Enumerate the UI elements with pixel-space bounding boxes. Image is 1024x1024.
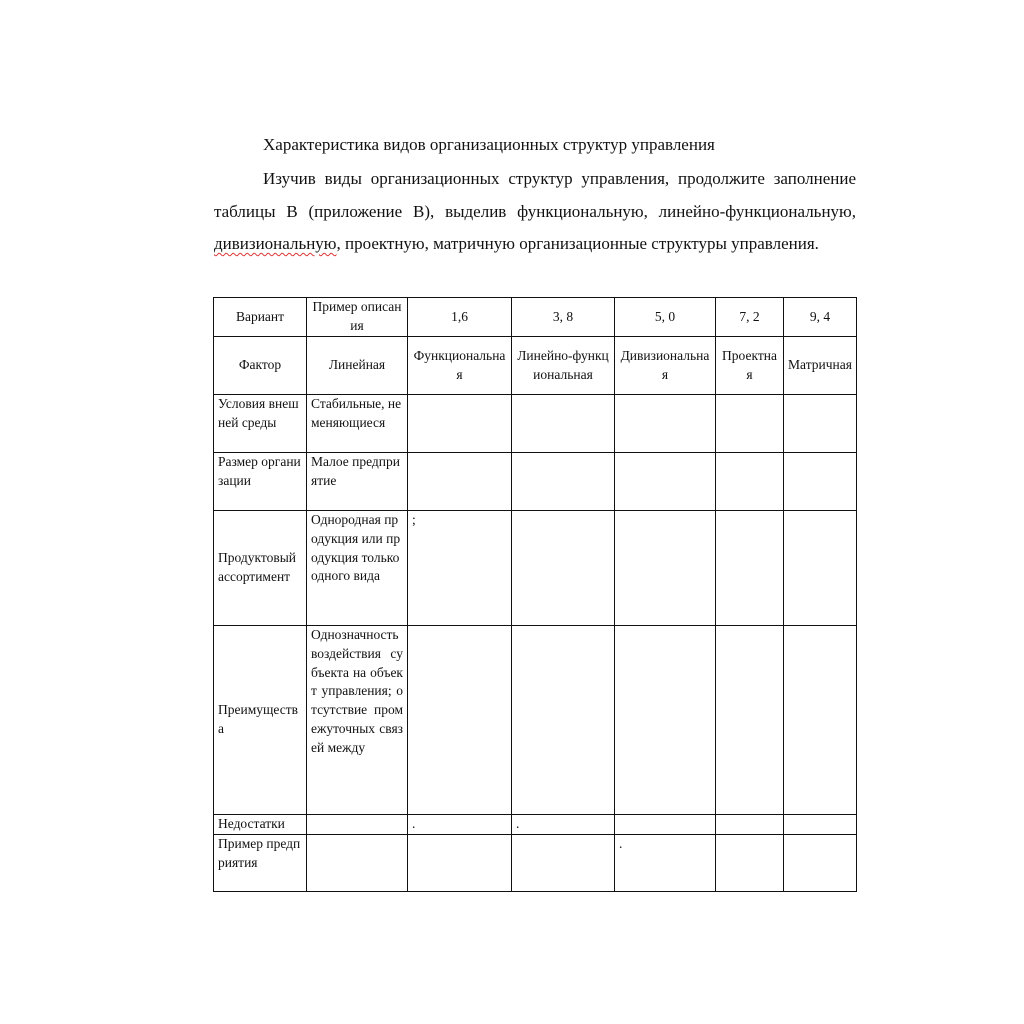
factor-cell: Условия внешней среды (214, 395, 307, 453)
header-row-factor (214, 337, 857, 395)
entry-cell[interactable] (615, 453, 716, 511)
example-cell (307, 815, 408, 835)
entry-cell[interactable] (512, 511, 615, 626)
entry-cell[interactable] (408, 453, 512, 511)
factor-cell: Пример предприятия (214, 835, 307, 892)
header-row-variant (214, 298, 857, 337)
example-cell: Стабильные, неменяющиеся (307, 395, 408, 453)
example-cell (307, 835, 408, 892)
example-cell: Малое предприятие (307, 453, 408, 511)
entry-cell[interactable] (784, 453, 857, 511)
instruction-paragraph (214, 163, 856, 261)
entry-cell[interactable] (716, 453, 784, 511)
header-cell: Фактор (214, 337, 307, 395)
header-cell: Линейно-функциональная (512, 337, 615, 395)
entry-cell[interactable] (512, 453, 615, 511)
entry-cell[interactable] (716, 395, 784, 453)
entry-cell[interactable] (716, 511, 784, 626)
example-cell: Однородная продукция или продукция только одного вида (307, 511, 408, 626)
header-cell: Линейная (307, 337, 408, 395)
entry-cell[interactable] (512, 395, 615, 453)
header-cell: Матричная (784, 337, 857, 395)
header-cell: 5, 0 (615, 298, 716, 337)
header-cell: 1,6 (408, 298, 512, 337)
paragraph-text-start: Изучив виды организационных структур управления, продолжите заполнение таблицы В (приложение В), выделив функциональную, линейно-функциональную, (214, 169, 856, 221)
entry-cell[interactable] (512, 626, 615, 815)
header-cell: 7, 2 (716, 298, 784, 337)
entry-cell[interactable] (784, 815, 857, 835)
entry-cell[interactable] (784, 626, 857, 815)
entry-cell[interactable]: . (615, 835, 716, 892)
factor-cell: Продуктовый ассортимент (214, 511, 307, 626)
entry-cell[interactable]: . (408, 815, 512, 835)
entry-cell[interactable] (408, 395, 512, 453)
entry-cell[interactable] (408, 626, 512, 815)
header-cell: Дивизиональная (615, 337, 716, 395)
header-cell: Функциональная (408, 337, 512, 395)
entry-cell[interactable]: ; (408, 511, 512, 626)
spellcheck-marked-word: дивизиональную (214, 234, 337, 253)
entry-cell[interactable] (615, 395, 716, 453)
entry-cell[interactable] (784, 511, 857, 626)
entry-cell[interactable] (716, 626, 784, 815)
table-row (214, 511, 857, 626)
table-row (214, 453, 857, 511)
document-title: Характеристика видов организационных структур управления (263, 135, 715, 154)
table-row (214, 835, 857, 892)
header-cell: Пример описания (307, 298, 408, 337)
entry-cell[interactable] (784, 835, 857, 892)
entry-cell[interactable] (716, 835, 784, 892)
entry-cell[interactable] (784, 395, 857, 453)
paragraph-text-end: , проектную, матричную организационные структуры управления. (336, 234, 819, 253)
entry-cell[interactable] (408, 835, 512, 892)
entry-cell[interactable] (615, 626, 716, 815)
header-cell: 9, 4 (784, 298, 857, 337)
structures-table (213, 297, 857, 892)
entry-cell[interactable]: . (512, 815, 615, 835)
entry-cell[interactable] (615, 511, 716, 626)
table-row (214, 626, 857, 815)
entry-cell[interactable] (512, 835, 615, 892)
table-row (214, 395, 857, 453)
factor-cell: Недостатки (214, 815, 307, 835)
example-cell: Однозначность воздействия субъекта на объект управления; отсутствие промежуточных связей между (307, 626, 408, 815)
table-row (214, 815, 857, 835)
header-cell: Проектная (716, 337, 784, 395)
factor-cell: Размер организации (214, 453, 307, 511)
entry-cell[interactable] (716, 815, 784, 835)
entry-cell[interactable] (615, 815, 716, 835)
header-cell: 3, 8 (512, 298, 615, 337)
header-cell: Вариант (214, 298, 307, 337)
factor-cell: Преимущества (214, 626, 307, 815)
